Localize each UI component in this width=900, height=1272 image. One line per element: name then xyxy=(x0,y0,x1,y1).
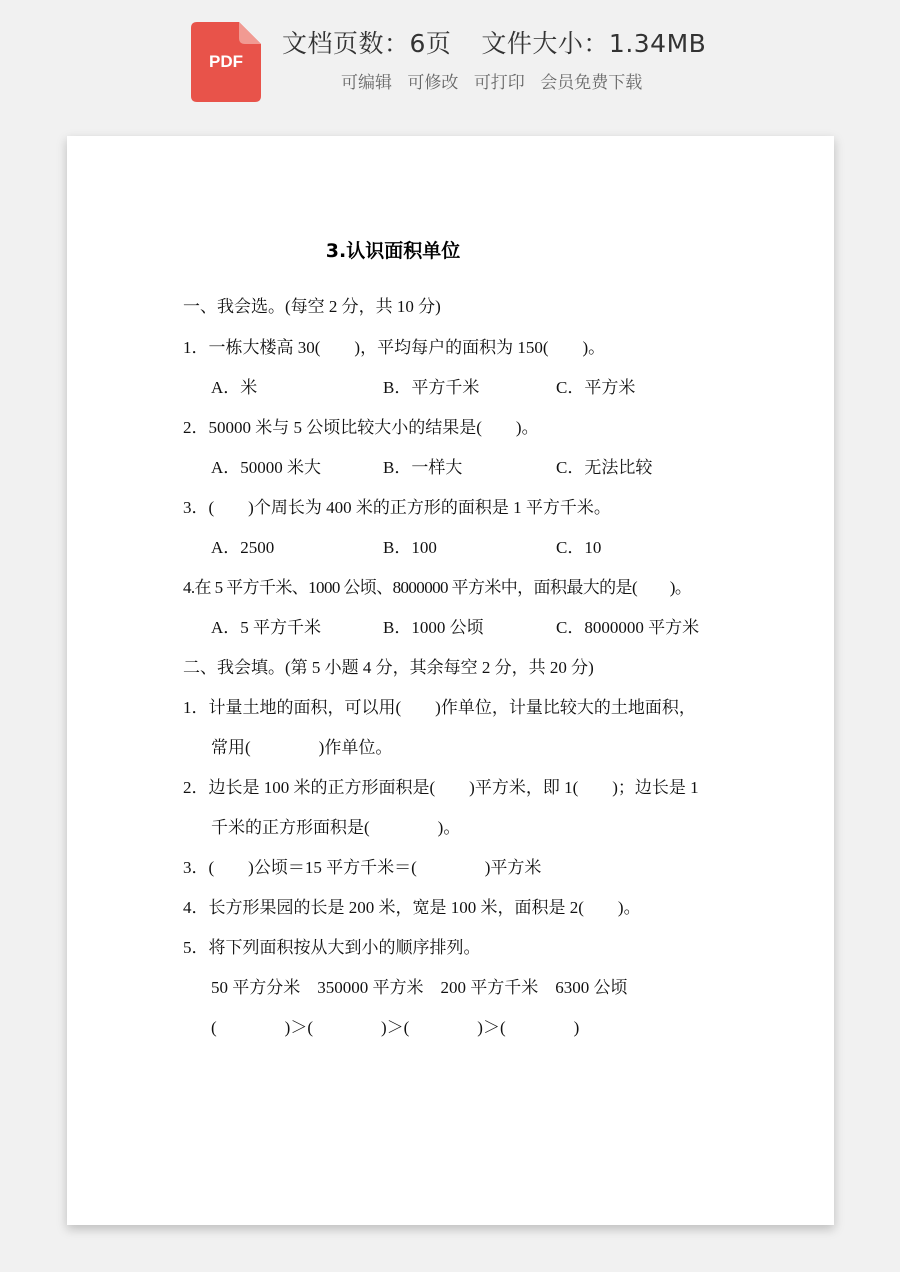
document-page xyxy=(67,136,834,1225)
question-2-5-items: 50 平方分米 350000 平方米 200 平方千米 6300 公顷 xyxy=(211,978,628,997)
question-2-5-blanks: ( )＞( )＞( )＞( ) xyxy=(211,1018,580,1037)
file-size: 文件大小：1.34MB xyxy=(481,29,707,58)
question-1-3: 3．( )个周长为 400 米的正方形的面积是 1 平方千米。 xyxy=(183,498,611,517)
feature-list xyxy=(341,68,652,93)
file-info xyxy=(282,24,706,60)
question-1-2: 2．50000 米与 5 公顷比较大小的结果是( )。 xyxy=(183,418,539,437)
option-1-1-c: C．平方米 xyxy=(556,378,636,397)
question-2-5: 5．将下列面积按从大到小的顺序排列。 xyxy=(183,938,481,957)
feature-printable: 可打印 xyxy=(473,73,525,93)
page-count: 文档页数：6页 xyxy=(282,29,452,58)
feature-editable: 可编辑 xyxy=(341,73,392,93)
question-2-2-line-2: 千米的正方形面积是( )。 xyxy=(211,818,461,837)
option-1-4-c: C．8000000 平方米 xyxy=(556,618,700,637)
option-1-4-b: B．1000 公顷 xyxy=(383,618,484,637)
option-1-2-b: B．一样大 xyxy=(383,458,463,477)
option-1-2-c: C．无法比较 xyxy=(556,458,653,477)
option-1-1-a: A．米 xyxy=(211,378,258,397)
option-1-1-b: B．平方千米 xyxy=(383,378,480,397)
feature-modifiable: 可修改 xyxy=(407,73,459,93)
pdf-file-icon xyxy=(191,22,261,102)
option-1-4-a: A．5 平方千米 xyxy=(211,618,322,637)
question-2-4: 4．长方形果园的长是 200 米，宽是 100 米，面积是 2( )。 xyxy=(183,898,641,917)
section-2-heading: 二、我会填。(第 5 小题 4 分，其余每空 2 分，共 20 分) xyxy=(183,658,594,677)
option-1-3-b: B．100 xyxy=(383,538,437,557)
pdf-icon-label: PDF xyxy=(209,52,243,71)
question-2-1-line-1: 1．计量土地的面积，可以用( )作单位，计量比较大的土地面积， xyxy=(183,698,696,717)
worksheet-title: 3.认识面积单位 xyxy=(325,240,461,262)
question-2-3: 3．( )公顷＝15 平方千米＝( )平方米 xyxy=(183,858,542,877)
question-1-1: 1．一栋大楼高 30( )，平均每户的面积为 150( )。 xyxy=(183,338,606,357)
question-1-4: 4.在 5 平方千米、1000 公顷、8000000 平方米中，面积最大的是( )。 xyxy=(183,578,692,597)
download-header xyxy=(0,0,900,130)
section-1-heading: 一、我会选。(每空 2 分，共 10 分) xyxy=(183,297,441,316)
feature-free-download: 会员免费下载 xyxy=(540,73,643,93)
option-1-2-a: A．50000 米大 xyxy=(211,458,322,477)
option-1-3-c: C．10 xyxy=(556,538,602,557)
question-2-2-line-1: 2．边长是 100 米的正方形面积是( )平方米，即 1( )；边长是 1 xyxy=(183,778,699,797)
question-2-1-line-2: 常用( )作单位。 xyxy=(211,738,393,757)
option-1-3-a: A．2500 xyxy=(211,538,275,557)
